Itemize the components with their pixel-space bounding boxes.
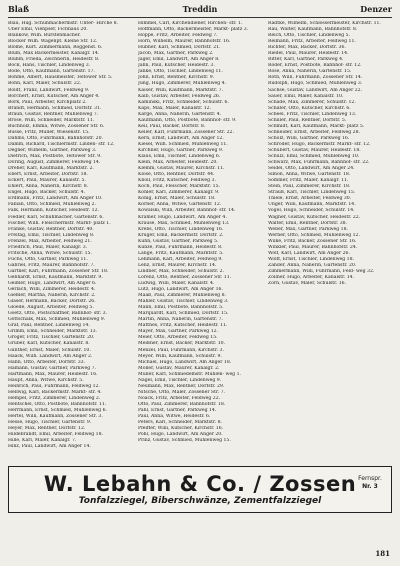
- directory-entry: Schneider, Ernst, Arbeiter, Feldweg 28.: [268, 129, 360, 135]
- directory-entry: Über Emil, Viehpser, Fichhaus 20.: [8, 27, 88, 33]
- directory-entry: Geißler, Hugo, Landwirt, Am Anger 6.: [8, 281, 97, 287]
- column-1: [8, 21, 132, 461]
- directory-entry: Hempel, Fritz, Zimmerer, Lindenweg 2.: [8, 395, 101, 401]
- directory-entry: Sachse, Gustav, Landwirt, Am Anger 22.: [268, 87, 363, 93]
- directory-entry: Zöllner, Hugo, Arbeiter, Kanalstr. 14.: [268, 274, 355, 280]
- directory-entry: Glaser, Hermann, Bäcker, Dorfstr. 26.: [8, 299, 96, 305]
- directory-entry: Erdmann, Fritz, Landwirt, Am Anger 10.: [8, 196, 103, 202]
- directory-entry: Wolf, Karl, Landwirt, Am Anger 26.: [268, 250, 350, 256]
- directory-entry: Kaiser, Willi, Kaufmann, Marktstr. 7.: [138, 87, 223, 93]
- directory-entry: Herrmann, Ernst, Schmied, Mühlenweg 6.: [8, 408, 107, 413]
- directory-entry: Schubert, Gustav, Maurer, Heidestr. 18.: [268, 147, 361, 153]
- directory-entry: Gabriel, Fritz, Maurer, Bahnhofstr. 7.: [8, 262, 95, 268]
- advertisement-box: [8, 466, 392, 513]
- directory-entry: Möller, Gustav, Maurer, Kanalgr. 2.: [138, 365, 220, 371]
- directory-entry: Frenzel, Max, Arbeiter, Feldweg 21.: [8, 238, 92, 244]
- directory-entry: Gerlach, Willi, Zimmerer, Heidestr. 4.: [8, 287, 96, 293]
- directory-entry: Klemm, Gustav, Maurer, Kirchstr. 11.: [138, 166, 225, 172]
- directory-entry: Hertel, Willi, Kaufmann, Zossener Str. 3.: [8, 414, 103, 420]
- directory-entry: Hellwig, Karl, Bäckermstr. Markt- str. 4.: [8, 389, 102, 395]
- directory-entry: Scholz, Willi, Gärtner, Parkweg 16.: [268, 135, 350, 141]
- directory-entry: Gebhardt, Ernst, Kaufmann, Marktstr. 9.: [8, 274, 103, 280]
- directory-entry: Thiele, Ernst, Arbeiter, Feldweg 30.: [268, 196, 352, 202]
- directory-entry: Schulz, Emil, Schmied, Mühlenweg 10.: [268, 154, 360, 160]
- ad-phone-number: Nr. 3: [362, 483, 378, 490]
- directory-columns: [8, 21, 392, 461]
- directory-entry: Gärtner, Karl, Fuhrmann, Zossener Str. 18.: [8, 268, 109, 274]
- header-right: Denzer: [360, 4, 392, 14]
- directory-entry: Fuchs, Otto, Gärtner, Parkweg 11.: [8, 256, 88, 262]
- directory-entry: Himmel, Carl, Kirchendiener, Rirchen- str. 1.: [138, 21, 243, 26]
- directory-entry: Roth, Willi, Fuhrmann, Zossener Str. 14.: [268, 75, 363, 81]
- directory-entry: Franke, Gustav, Rentner, Dorfstr. 40.: [8, 226, 94, 232]
- directory-entry: Borchert, Ernst, Kutscher, Am Anger 4.: [8, 93, 100, 99]
- directory-entry: Hoffmann, Otto, Bäckermeister, Markt- platz 3.: [138, 27, 249, 33]
- directory-entry: Heyer, Max, Rentner, Dorfstr. 12.: [8, 426, 86, 432]
- directory-entry: Rudolph, Hugo, Schmied, Mühlenweg 3.: [268, 81, 363, 87]
- directory-entry: Menzel, Paul, Fuhrmann, Kirchstr. 3.: [138, 347, 224, 353]
- directory-entry: Jacob, Max, Gärtner, Parkweg 2.: [138, 51, 214, 57]
- directory-entry: Seidel, Otto, Landwirt, Am Anger 24.: [268, 166, 355, 172]
- directory-entry: Mayer, Max, Gärtner, Parkweg 12.: [138, 329, 219, 335]
- directory-entry: John, Ernst, Rentner, Kirchstr. 9.: [138, 75, 215, 81]
- directory-entry: Dahms, Otto, Fuhrmann, Bahnhofstr. 20.: [8, 135, 103, 141]
- directory-entry: Wolff, Ernst, Tischler, Lindenweg 18.: [268, 256, 354, 262]
- directory-entry: Richter, Max, Bäcker, Dorfstr. 36.: [268, 45, 346, 51]
- directory-entry: Kuhn, Gustav, Gärtner, Parkweg 5.: [138, 238, 219, 244]
- directory-entry: Engel, Hugo, Bäcker, Schulstr. 4.: [8, 190, 86, 196]
- directory-entry: Sommer, Fritz, Maler, Kanalgr. 11.: [268, 178, 349, 184]
- directory-entry: Koch, Paul, Fleischer, Marktstr. 15.: [138, 184, 220, 190]
- directory-entry: Gloede, August, Arbeiter, Feldweg 5.: [8, 305, 94, 311]
- directory-entry: Gießler, Martha, Näherin, Kirchstr. 2.: [8, 293, 96, 299]
- directory-entry: Ehlert, Anna, Näherin, Kirchstr. 8.: [8, 184, 89, 190]
- directory-entry: Braun, Gustav, Rentner, Mühlenweg 7.: [8, 111, 99, 117]
- directory-entry: Pohl, Hugo, Landwirt, Am Anger 20.: [138, 432, 223, 438]
- directory-entry: Meier, Otto, Arbeiter, Feldweg 15.: [138, 335, 218, 341]
- directory-entry: Graf, Paul, Rentner, Lindenweg 14.: [8, 323, 90, 329]
- directory-entry: Gröger, Fritz, Tischler, Gartenstr. 20.: [8, 335, 95, 341]
- directory-entry: Hahn, Otto, Arbeiter, Dorfstr. 33.: [8, 359, 86, 365]
- directory-entry: Jäger, Emil, Landwirt, Am Anger 8.: [138, 57, 220, 63]
- directory-entry: Brose, Willi, Schneider, Marktstr. 11.: [8, 117, 95, 123]
- directory-entry: Röder, Ernst, Postbote, Bahnhof- str. 12.: [268, 63, 362, 69]
- ad-phone: [353, 475, 387, 491]
- directory-entry: Zimmermann, Willi, Fuhrmann, Feld- weg 32.: [268, 268, 375, 274]
- directory-entry: Zorn, Gustav, Maler, Schulstr. 16.: [268, 281, 347, 287]
- directory-entry: Ludwig, Willi, Maler, Kanalstr. 4.: [138, 281, 215, 287]
- directory-entry: Horn, Wilhelm, Maurer, Bahnhofstr. 16.: [138, 39, 231, 45]
- directory-entry: Rose, Anna, Näherin, Gartenstr. 15.: [268, 69, 352, 75]
- directory-entry: Simon, Anna, Witwe, Gartenstr. 18.: [268, 172, 351, 178]
- directory-entry: Müller, Karl, Schmiedemstr. Mühlen- weg 1.: [138, 371, 241, 377]
- directory-entry: Wilke, Fritz, Bäcker, Zossener Str. 16.: [268, 238, 357, 244]
- directory-entry: Lenz, Ernst, Maurer, Kirchstr. 14.: [138, 262, 217, 268]
- directory-entry: Ebert, Ernst, Arbeiter, Dorfstr. 18.: [8, 172, 88, 178]
- directory-entry: Dreher, Karl, Kaufmann, Marktstr. 2.: [8, 166, 94, 172]
- directory-entry: Heinrich, Paul, Fuhrmann, Feldweg 12.: [8, 383, 100, 389]
- directory-entry: Klaus, Emil, Tischler, Lindenweg 6.: [138, 154, 221, 160]
- directory-entry: Stein, Paul, Zimmerer, Kirchstr. 18.: [268, 184, 351, 190]
- directory-entry: Walter, Emil, Rentner, Dorfstr. 38.: [268, 220, 348, 226]
- directory-entry: Knoll, Fritz, Kutscher, Feldweg 3.: [138, 178, 216, 184]
- directory-entry: Fischer, Wilh. Fleischermstr. Markt- platz 1.: [8, 220, 111, 226]
- directory-entry: Damm, Richard, Tischlermstr. Linden- str. 12.: [8, 141, 115, 147]
- directory-entry: Pahl, Ernst, Gärtner, Parkweg 14.: [138, 408, 217, 413]
- directory-entry: Falk, Hermann, Kutscher, Heidestr. 12.: [8, 208, 99, 214]
- directory-entry: Schmidt, Karl, Kaufmann, Markt- platz 5.: [268, 123, 365, 129]
- page-header: [8, 4, 392, 18]
- directory-entry: Noack, Fritz, Arbeiter, Feldweg 22.: [138, 395, 221, 401]
- ad-subline: Tonfalzziegel, Biberschwänze, Zementfalzziegel: [78, 496, 322, 506]
- directory-entry: Ritter, Karl, Gärtner, Parkweg 4.: [268, 57, 344, 63]
- directory-entry: Friedrich, Paul, Maler, Kanalgr. 3.: [8, 244, 88, 250]
- column-2: [138, 21, 262, 461]
- directory-entry: Vogel, Hugo, Schneider, Schulstr. 14.: [268, 208, 355, 214]
- directory-entry: Sauer, Emil, Maler, Kanalstr. 10.: [268, 93, 344, 99]
- directory-entry: Dietrich, Max, Postbote, Teltower Str. 9.: [8, 154, 102, 160]
- directory-entry: Bode, Otto, Kaufmann, Gartenstr. 17.: [8, 69, 95, 75]
- directory-entry: Karge, Anna, Näherin, Gartenstr. 4.: [138, 111, 222, 117]
- directory-entry: Otto, Paul, Zimmerer, Bahnhofstr. 18.: [138, 401, 226, 407]
- directory-entry: Klein, Max, Arbeiter, Heidestr. 20.: [138, 160, 218, 166]
- directory-entry: Goetz, Otto, Postschaffner, Bahnhof- str. 3.: [8, 311, 108, 317]
- directory-entry: Bock, Hans, Tischler, Lindenweg 3.: [8, 63, 91, 69]
- directory-entry: Kowalski, Willi, Arbeiter, Bahnhof- str. 14.: [138, 208, 236, 214]
- directory-entry: Kramer, Hugo, Landwirt, Am Anger 4.: [138, 214, 227, 220]
- directory-entry: Zander, Anna, Näherin, Gartenstr. 20.: [268, 262, 357, 268]
- directory-entry: Prinz, Gustav, Schmied, Mühlenweg 15.: [138, 438, 231, 444]
- directory-entry: Hentschel, Otto, Postbote, Bahnhofstr. 11.: [8, 401, 107, 407]
- directory-entry: Grimm, Emil, Schneider, Marktstr. 13.: [8, 329, 98, 335]
- directory-entry: Bork, Paul, Arbeiter, Kirchplatz 2.: [8, 99, 87, 105]
- directory-entry: Blüm, Max Bäckermeister, Kanalgr. 14.: [8, 51, 100, 57]
- directory-entry: Winkler, Paul, Maurer, Bahnhofstr. 24.: [268, 244, 358, 250]
- directory-entry: Günther, Ernst, Maler, Schulstr. 10.: [8, 347, 91, 353]
- header-left: Blaß: [8, 4, 30, 14]
- ad-headline: W. Lebahn & Co. / Zossen: [43, 472, 357, 496]
- directory-entry: Böhme, Albert, Hausmeister, Teltower Str. 5.: [8, 75, 113, 81]
- directory-entry: Hille, Karl, Maler, Kanalgr. 7.: [8, 438, 77, 444]
- directory-entry: Freitag, Emil, Tischler, Lindenweg 8.: [8, 232, 95, 238]
- directory-entry: Köhler, Karl, Zimmerer, Kanalgr. 9.: [138, 190, 220, 196]
- directory-entry: Fiedler, Karl, Schuhmacher, Gartenstr. 6.: [8, 214, 104, 220]
- directory-entry: Blankow, Wilh. Bürstenmacher.: [8, 33, 81, 39]
- directory-entry: Gruber, Karl, Kutscher, Kanalstr. 8.: [8, 341, 90, 347]
- directory-entry: Nitsche, Otto, Maler, Zossener Str. 7.: [138, 389, 225, 395]
- directory-entry: Gottschalk, Max, Schmied, Mühlenweg 9.: [8, 317, 106, 323]
- directory-entry: Kunze, Paul, Fuhrmann, Heidestr. 8.: [138, 244, 223, 250]
- directory-entry: Nagel, Emil, Tischler, Lindenweg 9.: [138, 377, 222, 383]
- directory-entry: Hübner, Karl, Schmied, Dorfstr. 21.: [138, 45, 221, 51]
- directory-entry: Riedel, Paul, Maurer, Heidestr. 14.: [268, 51, 349, 57]
- directory-entry: Keil, Paul, Bäcker, Dorfstr. 8.: [138, 123, 206, 129]
- directory-entry: Jung, Hugo, Zimmerer, Mühlenweg 4.: [138, 81, 227, 87]
- directory-entry: Haack, Wilh. Landwirt, Am Anger 2.: [8, 353, 93, 359]
- directory-entry: Lehmann, Karl, Arbeiter, Feldweg 9.: [138, 256, 223, 262]
- directory-entry: Kiesel, Wilh. Schmied, Mühlenweg 11.: [138, 141, 228, 147]
- directory-entry: Kern, Ernst, Landwirt, Am Anger 12.: [138, 135, 224, 141]
- directory-entry: Blöcker Wilh. Wagenpt. Kleine Str. 12.: [8, 39, 98, 45]
- column-3: [268, 21, 392, 461]
- directory-entry: König, Ernst, Maler, Schulstr. 18.: [138, 196, 216, 202]
- directory-entry: Janke, Otto, Tischler, Lindenweg 11.: [138, 69, 223, 75]
- directory-entry: Fritsche, Anna, Witwe, Schulstr. 15.: [8, 250, 92, 256]
- directory-entry: Kaminski, Fritz, Schneider, Schulstr. 6.: [138, 99, 229, 105]
- directory-entry: Bohn, Karl, Maler, Schulstr. 22.: [8, 81, 82, 87]
- directory-entry: Hildebrandt, Emil, Arbeiter, Feldweg 18.: [8, 432, 103, 438]
- directory-entry: Hinz, Paul, Landwirt, Am Anger 14.: [8, 444, 91, 450]
- ad-phone-label: Fernspr.: [358, 475, 382, 482]
- page-number: 181: [375, 549, 390, 558]
- directory-entry: Radtke, Wilhelm, Schlossermeister, Kirchstr. 11.: [268, 21, 381, 26]
- directory-entry: Matthes, Fritz, Kutscher, Heidestr. 11.: [138, 323, 228, 329]
- directory-entry: Lindner, Max, Schneider, Schulstr. 2.: [138, 268, 225, 274]
- directory-entry: Krüger, Emil, Bäckermstr. Dorfstr. 2.: [138, 232, 224, 238]
- directory-entry: Fabian, Otto, Schmied, Mühlenweg 2.: [8, 202, 97, 208]
- directory-entry: Lorenz, Otto, Rentner, Zossener Str. 11.: [138, 274, 232, 280]
- directory-entry: Haupt, Anna, Witwe, Kirchstr. 5.: [8, 377, 84, 383]
- directory-entry: Körner, Anna, Witwe, Gartenstr. 12.: [138, 202, 222, 208]
- directory-entry: Hamann, Gustav, Gärtner, Parkweg 7.: [8, 365, 96, 371]
- directory-entry: Blome, Kurt. Zimmermann, Roggenst. 6.: [8, 45, 103, 51]
- directory-entry: Lutz, Hugo, Landwirt, Am Anger 16.: [138, 287, 223, 293]
- directory-entry: Brandt, Hermann, Schmied, Dorfstr. 31.: [8, 105, 102, 111]
- directory-entry: Reich, Otto, Tischler, Lindenweg 5.: [268, 33, 350, 39]
- directory-entry: Busse, Fritz, Müller, Wiesenstr. 15.: [8, 129, 90, 135]
- directory-entry: Bluhm, Frieda, Zeichnerin, Heidestr. 8.: [8, 57, 100, 63]
- directory-entry: Rau, Walter, Kaufmann, Bahnhofstr. 8.: [268, 27, 358, 33]
- directory-entry: Reimann, Fritz, Arbeiter, Feldweg 11.: [268, 39, 356, 45]
- directory-entry: Strauß, Karl, Tischler, Lindenweg 15.: [268, 190, 356, 196]
- directory-entry: Mann, Emil, Postbote, Bahnhofstr. 5.: [138, 305, 224, 311]
- directory-entry: Blau, Hug. Schuhmachermstr. Unter- Hirche 8.: [8, 21, 118, 26]
- directory-entry: Kirchner, Hugo, Gärtner, Parkweg 9.: [138, 147, 224, 153]
- directory-entry: Neumann, Max, Rentner, Dorfstr. 29.: [138, 383, 225, 389]
- directory-entry: Michael, Hugo, Landwirt, Am Anger 18.: [138, 359, 232, 365]
- directory-entry: Buchholz, Emma, Witwe, Zossener Str. 6.: [8, 123, 105, 129]
- directory-entry: Kaufmann, Otto, Postbote, Bahnhof- str. 9.: [138, 117, 237, 123]
- directory-entry: Degner, Wilhelm, Gärtner, Parkweg 3.: [8, 147, 97, 153]
- directory-entry: Boldt, Franz, Landwirt, Feldweg 9.: [8, 87, 90, 93]
- directory-entry: Maaß, Paul, Zimmerer, Mühlenweg 8.: [138, 293, 226, 299]
- header-title: Treddin: [182, 4, 218, 14]
- directory-entry: Schäfer, Otto, Kutscher, Kirchstr. 6.: [268, 105, 351, 111]
- directory-entry: Kaps, Max, Maler, Kanalstr. 12.: [138, 105, 212, 111]
- directory-entry: Kalb, Gustav, Arbeiter, Feldweg 26.: [138, 93, 221, 99]
- directory-entry: Mahler, Gustav, Tischler, Lindenweg 3.: [138, 299, 229, 305]
- directory-entry: Martin, Anna, Näherin, Gartenstr. 7.: [138, 317, 224, 323]
- directory-entry: Lange, Fritz, Kaufmann, Marktstr. 5.: [138, 250, 224, 256]
- directory-entry: Eckert, Paul, Maurer, Kanalstr. 5.: [8, 178, 86, 184]
- directory-entry: Keller, Karl, Fuhrmann, Zossener Str. 22.: [138, 129, 234, 135]
- directory-entry: Schiller, Paul, Rentner, Dorfstr. 5.: [268, 117, 347, 123]
- directory-entry: Döring, August, Zimmerer, Feldweg 14.: [8, 160, 101, 166]
- directory-entry: Schwarz, Max, Fuhrmann, Bahnhof- str. 22.: [268, 160, 370, 166]
- directory-entry: Krause, Max, Schmied, Mühlenweg 13.: [138, 220, 230, 226]
- directory-entry: Wagner, Gustav, Kutscher, Heidestr. 22.: [268, 214, 361, 220]
- directory-entry: Hoppe, Fritz, Arbeiter, Feldweg 7.: [138, 33, 218, 39]
- directory-entry: Jahn, Paul, Kutscher, Heidestr. 3.: [138, 63, 215, 69]
- directory-entry: Meyer, Willi, Kaufmann, Schulstr. 9.: [138, 353, 222, 359]
- directory-entry: Paul, Anna, Witwe, Heidestr. 6.: [138, 414, 211, 420]
- directory-entry: Krebs, Otto, Tischler, Lindenweg 16.: [138, 226, 224, 232]
- directory-entry: Hartmann, Max, Maurer, Heidestr. 16.: [8, 371, 98, 377]
- directory-entry: Meißner, Ernst, Bäcker, Marktstr. 10.: [138, 341, 226, 347]
- directory-entry: Klose, Otto, Rentner, Dorfstr. 44.: [138, 172, 215, 178]
- directory-entry: Peters, Karl, Schneider, Marktstr. 8.: [138, 420, 222, 426]
- directory-entry: Marquardt, Karl, Schmied, Dorfstr. 15.: [138, 311, 229, 317]
- directory-entry: Schröder, Hugo, Bäckermstr. Markt- str. 12.: [268, 141, 371, 147]
- directory-entry: Hesse, Hugo, Tischler, Gartenstr. 9.: [8, 420, 92, 426]
- directory-entry: Scheel, Fritz, Tischler, Lindenweg 13.: [268, 111, 357, 117]
- directory-entry: Pfeiffer, Willi, Kutscher, Kirchstr. 16.: [138, 426, 224, 432]
- directory-entry: Unger, Willi, Kaufmann, Marktstr. 14.: [268, 202, 356, 208]
- directory-entry: Werner, Otto, Schmied, Mühlenweg 12.: [268, 232, 360, 238]
- directory-entry: Schade, Max, Zimmerer, Schulstr. 12.: [268, 99, 356, 105]
- directory-entry: Weber, Max, Gärtner, Parkweg 18.: [268, 226, 348, 232]
